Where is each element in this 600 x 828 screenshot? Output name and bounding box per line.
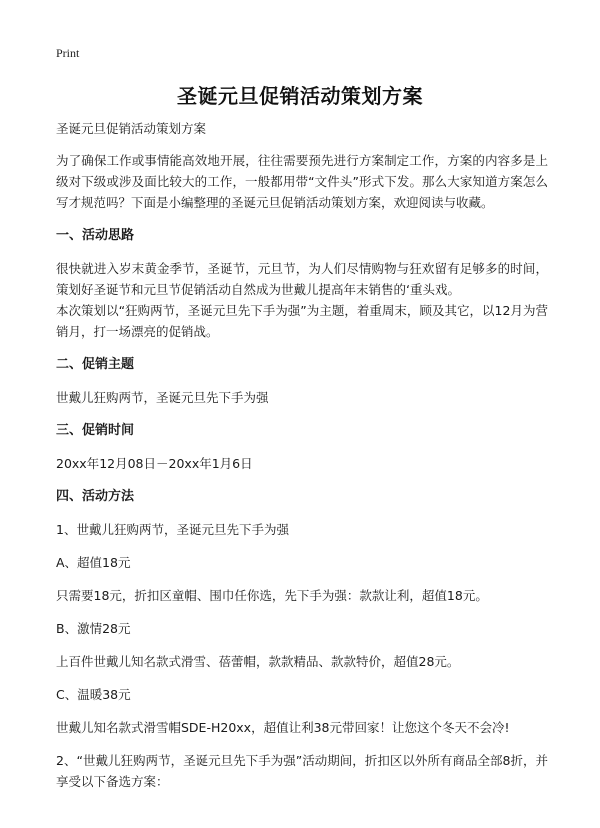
document-body — [56, 118, 548, 792]
page-title: 圣诞元旦促销活动策划方案 — [177, 84, 423, 108]
item-b-title: B、激情28元 — [56, 621, 131, 636]
method-2: 2、“世戴儿狂购两节，圣诞元旦先下手为强”活动期间，折扣区以外所有商品全部8折，并享受以下备选方案： — [56, 753, 548, 789]
time-text: 20xx年12月08日－20xx年1月6日 — [56, 456, 253, 471]
section-heading-time: 三、促销时间 — [56, 423, 135, 438]
approach-paragraph-2: 本次策划以“狂购两节，圣诞元旦先下手为强”为主题，着重周末，顾及其它，以12月为营销月，打一场漂亮的促销战。 — [56, 303, 548, 339]
approach-paragraph-1: 很快就进入岁末黄金季节，圣诞节，元旦节，为人们尽情购物与狂欢留有足够多的时间，策划好圣诞节和元旦节促销活动自然成为世戴儿提高年末销售的‘重头戏。 — [56, 261, 548, 297]
item-c-text: 世戴儿知名款式滑雪帽SDE-H20xx，超值让利38元带回家！让您这个冬天不会冷! — [56, 720, 510, 735]
section-heading-theme: 二、促销主题 — [56, 357, 135, 372]
document-subtitle: 圣诞元旦促销活动策划方案 — [56, 121, 207, 136]
item-c-title: C、温暖38元 — [56, 687, 131, 702]
item-b-text: 上百件世戴儿知名款式滑雪、蓓蕾帽，款款精品、款款特价，超值28元。 — [56, 654, 460, 669]
intro-paragraph: 为了确保工作或事情能高效地开展，往往需要预先进行方案制定工作，方案的内容多是上级对下级或涉及面比较大的工作，一般都用带“文件头”形式下发。那么大家知道方案怎么写才规范吗？下面是小编整理的圣诞元旦促销活动策划方案，欢迎阅读与收藏。 — [56, 153, 548, 210]
section-heading-method: 四、活动方法 — [56, 489, 135, 504]
print-label[interactable]: Print — [56, 46, 80, 60]
section-heading-approach: 一、活动思路 — [56, 228, 135, 243]
theme-text: 世戴儿狂购两节，圣诞元旦先下手为强 — [56, 390, 269, 405]
item-a-text: 只需要18元，折扣区童帽、围巾任你选，先下手为强：款款让利，超值18元。 — [56, 588, 488, 603]
item-a-title: A、超值18元 — [56, 555, 131, 570]
method-1: 1、世戴儿狂购两节，圣诞元旦先下手为强 — [56, 522, 289, 537]
